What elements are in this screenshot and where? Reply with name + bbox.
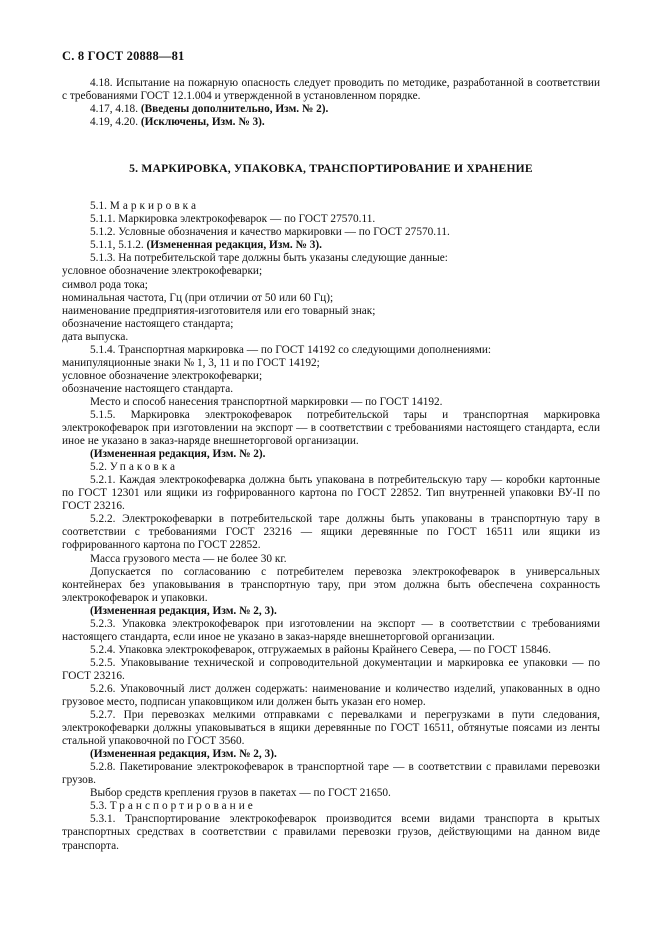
section-title: 5. МАРКИРОВКА, УПАКОВКА, ТРАНСПОРТИРОВАНИЕ И ХРАНЕНИЕ [129, 162, 533, 176]
list-item: условное обозначение электрокофеварки; [62, 369, 263, 382]
note-bold: (Измененная редакция, Изм. № 3). [146, 239, 322, 252]
list-item: наименование предприятия-изготовителя или его товарный знак; [62, 304, 376, 317]
paragraph-5-2-5: 5.2.5. Упаковывание технической и сопроводительной документации и маркировка ее упаковки — по ГОСТ 23216. [62, 656, 600, 682]
paragraph-5-2-4: 5.2.4. Упаковка электрокофеварок, отгружаемых в районы Крайнего Севера, — по ГОСТ 15846. [90, 643, 551, 656]
list-item: символ рода тока; [62, 278, 148, 291]
paragraph-5-2-2: 5.2.2. Электрокофеварки в потребительской таре должны быть упакованы в транспортную тару в соответствии с требованиями ГОСТ 23216 — ящики деревянные по ГОСТ 16511 или ящики из гофрированного картона по ГОСТ 22852. [62, 513, 600, 552]
paragraph-5-1-3: 5.1.3. На потребительской таре должны быть указаны следующие данные: [90, 252, 448, 265]
subsection-5-1-heading [62, 200, 600, 213]
paragraph-4-19-note [62, 116, 600, 129]
list-item: обозначение настоящего стандарта; [62, 317, 234, 330]
note-bold: (Введены дополнительно, Изм. № 2). [140, 103, 329, 116]
paragraph-mesto: Место и способ нанесения транспортной маркировки — по ГОСТ 14192. [90, 395, 443, 408]
list-item: обозначение настоящего стандарта. [62, 382, 234, 395]
paragraph-dopuskaetsya: Допускается по согласованию с потребителем перевозка электрокофеварок в универсальных контейнерах без упаковывания в транспортную тару, при этом должна быть обеспечена сохранность электрокофеварок и упаковки. [62, 565, 600, 604]
document-body [62, 77, 600, 853]
amendment-note: (Измененная редакция, Изм. № 2, 3). [90, 604, 277, 617]
subsection-5-2-heading [62, 461, 600, 474]
subsection-name: Упаковка [109, 461, 179, 474]
paragraph-5-1-2: 5.1.2. Условные обозначения и качество маркировки — по ГОСТ 27570.11. [90, 226, 450, 239]
paragraph-5-2-1: 5.2.1. Каждая электрокофеварка должна быть упакована в потребительскую тару — коробки картонные по ГОСТ 12301 или ящики из гофрированного картона по ГОСТ 22852. Тип внутренней упаковки ВУ-II по ГОСТ 23216. [62, 474, 600, 513]
paragraph-4-17-note [62, 103, 600, 116]
paragraph-5-3-1: 5.3.1. Транспортирование электрокофеварок производится всеми видами транспорта в крытых транспортных средствах в соответствии с правилами перевозки грузов, действующими на данном виде транспорта. [62, 813, 600, 852]
paragraph-5-2-6: 5.2.6. Упаковочный лист должен содержать: наименование и количество изделий, упакованных в одно грузовое место, подписан упаковщиком или должен быть указан его номер. [62, 682, 600, 709]
paragraph-5-1-5: 5.1.5. Маркировка электрокофеварок потребительской тары и транспортная маркировка электрокофеварок при изготовлении на экспорт — в соответствии с требованиями настоящего стандарта, если иное не указано в заказ-наряде внешнеторговой организации. [62, 408, 600, 448]
note-bold: (Исключены, Изм. № 3). [140, 116, 265, 129]
paragraph-vybor: Выбор средств крепления грузов в пакетах — по ГОСТ 21650. [90, 787, 391, 800]
amendment-note: (Измененная редакция, Изм. № 2, 3). [90, 748, 277, 761]
amendment-note: (Измененная редакция, Изм. № 2). [90, 448, 266, 461]
note-number: 4.17, 4.18. [90, 103, 141, 116]
list-item: манипуляционные знаки № 1, 3, 11 и по ГОСТ 14192; [62, 356, 320, 369]
page-header: С. 8 ГОСТ 20888—81 [62, 49, 185, 63]
list-item: дата выпуска. [62, 330, 129, 343]
subsection-name: Маркировка [109, 200, 199, 213]
paragraph-4-18: 4.18. Испытание на пожарную опасность следует проводить по методике, разработанной в соответствии с требованиями ГОСТ 12.1.004 и утвержденной в установленном порядке. [62, 77, 600, 103]
paragraph-5-1-4: 5.1.4. Транспортная маркировка — по ГОСТ 14192 со следующими дополнениями: [90, 343, 492, 356]
note-number: 4.19, 4.20. [90, 116, 141, 129]
paragraph-5-2-3: 5.2.3. Упаковка электрокофеварок при изготовлении на экспорт — в соответствии с требованиями настоящего стандарта, если иное не указано в заказ-наряде внешнеторговой организации. [62, 617, 600, 643]
paragraph-5-2-8: 5.2.8. Пакетирование электрокофеварок в транспортной таре — в соответствии с правилами перевозки грузов. [62, 761, 600, 787]
subsection-number: 5.3. [90, 800, 110, 813]
note-number: 5.1.1, 5.1.2. [90, 239, 147, 252]
list-item: номинальная частота, Гц (при отличии от 50 или 60 Гц); [62, 291, 334, 304]
subsection-5-3-heading [62, 800, 600, 813]
paragraph-5-1-1: 5.1.1. Маркировка электрокофеварок — по ГОСТ 27570.11. [90, 213, 376, 226]
paragraph-5-1-1b-note [62, 239, 600, 252]
subsection-number: 5.1. [90, 200, 110, 213]
subsection-name: Транспортирование [109, 800, 256, 813]
paragraph-massa: Масса грузового места — не более 30 кг. [90, 552, 287, 565]
paragraph-5-2-7: 5.2.7. При перевозках мелкими отправками с перевалками и перегрузками в пути следования, электрокофеварки должны упаковываться в ящики деревянные по ГОСТ 16511, обтянутые поясами из ленты стальной упаковочной по ГОСТ 3560. [62, 709, 600, 748]
subsection-number: 5.2. [90, 461, 110, 474]
list-item: условное обозначение электрокофеварки; [62, 265, 263, 278]
